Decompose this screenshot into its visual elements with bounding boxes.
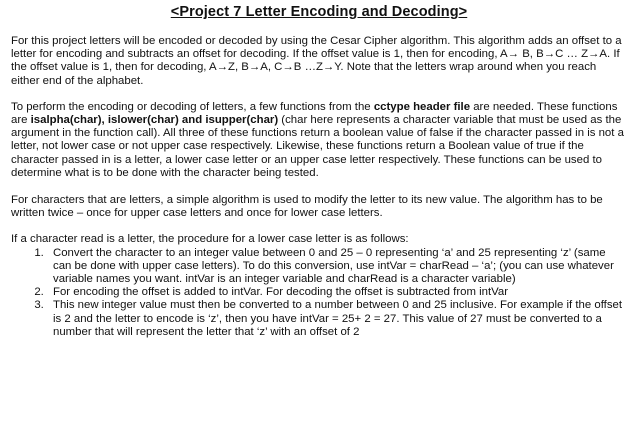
- procedure-step: 1. Convert the character to an integer value between 0 and 25 – 0 representing ‘a’ and 25 representing ‘z’ (same can be done with upper case letters). To do this conversion, use intVar = charRead – ‘a’; (you can use whatever variable names you want. intVar is an integer variable and charRead is a character variable): [47, 247, 627, 287]
- functions-text-1: To perform the encoding or decoding of letters, a few functions from the: [11, 100, 374, 113]
- document-page: [0, 3, 641, 436]
- functions-paragraph: [11, 101, 627, 180]
- procedure-step: 3. This new integer value must then be converted to a number between 0 and 25 inclusive. For example if the offset is 2 and the letter to encode is ‘z’, then you have intVar = 25+ 2 = 27. This value of 27 must be converted to a number that will represent the letter that ‘z’ with an offset of 2: [47, 299, 627, 339]
- page-title: <Project 7 Letter Encoding and Decoding>: [170, 4, 468, 20]
- procedure-steps-list: [11, 247, 627, 339]
- function-names-term: isalpha(char), islower(char) and isupper(char): [30, 114, 279, 127]
- intro-paragraph: For this project letters will be encoded or decoded by using the Cesar Cipher algorithm. This algorithm adds an offset to a letter for encoding and subtracts an offset for decoding. If the offset value is 1, then for encoding, A→ B, B→C … Z→A. If the offset value is 1, then for decoding, A→Z, B→A, C→B …Z→Y. Note that the letters wrap around when you reach either end of the alphabet.: [11, 35, 622, 87]
- cctype-header-term: cctype header file: [373, 100, 471, 113]
- procedure-intro: If a character read is a letter, the procedure for a lower case letter is as follows:: [11, 233, 409, 246]
- functions-text-3: (char here represents a character variable that must be used as the argument in the function call). All three of these functions return a boolean value of false if the character passed in is not a letter, not lower case or not upper case respectively. Likewise, these functions return a Boolean value of true if the character passed in is a letter, a lower case letter or an upper case letter respectively. These functions can be used to determine what is to be done with the character being tested.: [11, 114, 624, 179]
- functions-text-2: are needed. These functions are: [11, 100, 618, 127]
- algorithm-paragraph: For characters that are letters, a simple algorithm is used to modify the letter to its new value. The algorithm has to be written twice – once for upper case letters and once for lower case letters.: [11, 194, 603, 220]
- procedure-step: 2. For encoding the offset is added to intVar. For decoding the offset is subtracted from intVar: [47, 286, 627, 299]
